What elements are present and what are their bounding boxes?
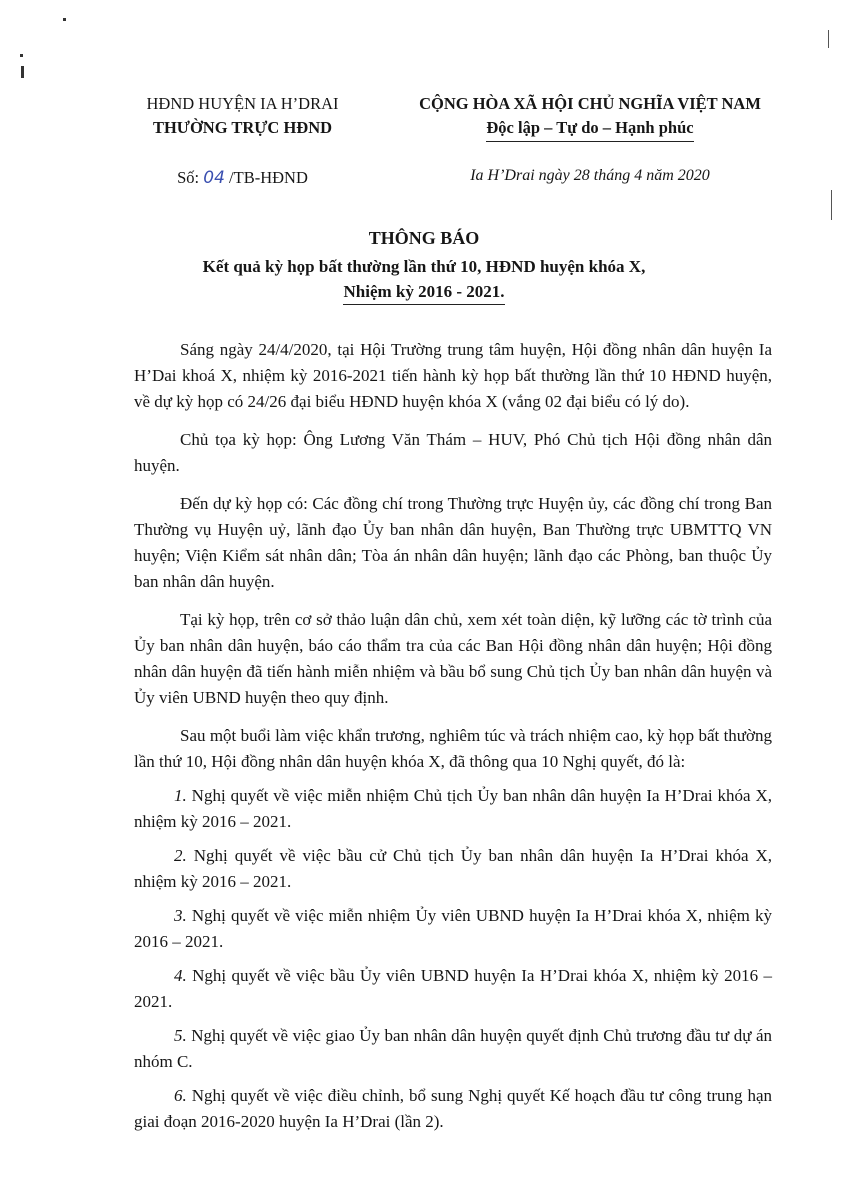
document-body — [134, 337, 772, 1143]
scan-edge-line — [831, 190, 832, 220]
resolution-index: 5. — [174, 1026, 187, 1045]
national-header — [390, 92, 790, 188]
issuer-unit: THƯỜNG TRỰC HĐND — [152, 118, 333, 137]
paragraph: Đến dự kỳ họp có: Các đồng chí trong Thường trực Huyện ủy, các đồng chí trong Ban Thường vụ Huyện uỷ, lãnh đạo Ủy ban nhân dân huyện, Ban Thường trực UBMTTQ VN huyện; Viện Kiểm sát nhân dân; Tòa án nhân dân huyện; lãnh đạo các Phòng, ban thuộc Ủy ban nhân dân huyện. — [134, 494, 772, 591]
scan-speck — [63, 18, 66, 21]
resolution-index: 2. — [174, 846, 187, 865]
document-number — [135, 166, 350, 190]
paragraph: Tại kỳ họp, trên cơ sở thảo luận dân chủ, xem xét toàn diện, kỹ lưỡng các tờ trình của Ủy ban nhân dân huyện, báo cáo thẩm tra của các Ban Hội đồng nhân dân huyện; Hội đồng nhân dân huyện đã tiến hành miễn nhiệm và bầu bổ sung Chủ tịch Ủy ban nhân dân huyện và Ủy viên UBND huyện theo quy định. — [134, 610, 772, 707]
resolution-text: Nghị quyết về việc giao Ủy ban nhân dân huyện quyết định Chủ trương đầu tư dự án nhóm C. — [134, 1026, 773, 1071]
resolution-item — [134, 1083, 772, 1135]
paragraph: Chủ tọa kỳ họp: Ông Lương Văn Thám – HUV, Phó Chủ tịch Hội đồng nhân dân huyện. — [134, 430, 772, 475]
nation-name: CỘNG HÒA XÃ HỘI CHỦ NGHĨA VIỆT NAM — [419, 94, 761, 113]
resolution-item — [134, 903, 772, 955]
document-title-block — [0, 226, 848, 305]
scan-edge-line — [828, 30, 829, 48]
paragraph: Sau một buổi làm việc khẩn trương, nghiêm túc và trách nhiệm cao, kỳ họp bất thường lần thứ 10, Hội đồng nhân dân huyện khóa X, đã thông qua 10 Nghị quyết, đó là: — [134, 726, 772, 771]
document-number-handwritten: 04 — [203, 168, 225, 188]
issuer-org: HĐND HUYỆN IA H’DRAI — [146, 94, 339, 113]
place-date: Ia H’Drai ngày 28 tháng 4 năm 2020 — [470, 167, 710, 184]
resolution-index: 6. — [174, 1086, 187, 1105]
resolution-index: 4. — [174, 966, 187, 985]
resolution-item — [134, 843, 772, 895]
resolution-index: 3. — [174, 906, 187, 925]
document-subtitle: Kết quả kỳ họp bất thường lần thứ 10, HĐND huyện khóa X, — [202, 257, 646, 276]
resolution-text: Nghị quyết về việc miễn nhiệm Ủy viên UBND huyện Ia H’Drai khóa X, nhiệm kỳ 2016 – 2021. — [134, 906, 772, 951]
resolution-text: Nghị quyết về việc điều chỉnh, bổ sung Nghị quyết Kế hoạch đầu tư công trung hạn giai đoạn 2016-2020 huyện Ia H’Drai (lần 2). — [134, 1086, 773, 1131]
resolution-item — [134, 1023, 772, 1075]
document-number-prefix: Số: — [177, 168, 200, 187]
scan-speck — [20, 54, 23, 57]
paragraph: Sáng ngày 24/4/2020, tại Hội Trường trung tâm huyện, Hội đồng nhân dân huyện Ia H’Dai khoá X, nhiệm kỳ 2016-2021 tiến hành kỳ họp bất thường lần thứ 10 HĐND huyện, về dự kỳ họp có 24/26 đại biểu HĐND huyện khóa X (vắng 02 đại biểu có lý do). — [134, 340, 772, 411]
document-term: Nhiệm kỳ 2016 - 2021. — [343, 279, 504, 305]
resolution-text: Nghị quyết về việc bầu cử Chủ tịch Ủy ban nhân dân huyện Ia H’Drai khóa X, nhiệm kỳ 2016 – 2021. — [134, 846, 772, 891]
resolution-index: 1. — [174, 786, 187, 805]
document-number-suffix: /TB-HĐND — [229, 168, 308, 187]
resolution-text: Nghị quyết về việc bầu Ủy viên UBND huyện Ia H’Drai khóa X, nhiệm kỳ 2016 – 2021. — [134, 966, 772, 1011]
issuer-block — [135, 92, 350, 190]
resolution-text: Nghị quyết về việc miễn nhiệm Chủ tịch Ủy ban nhân dân huyện Ia H’Drai khóa X, nhiệm kỳ 2016 – 2021. — [134, 786, 773, 831]
scan-mark — [21, 66, 24, 78]
resolution-item — [134, 963, 772, 1015]
document-title: THÔNG BÁO — [368, 228, 480, 248]
national-motto: Độc lập – Tự do – Hạnh phúc — [486, 116, 693, 142]
resolution-item — [134, 783, 772, 835]
